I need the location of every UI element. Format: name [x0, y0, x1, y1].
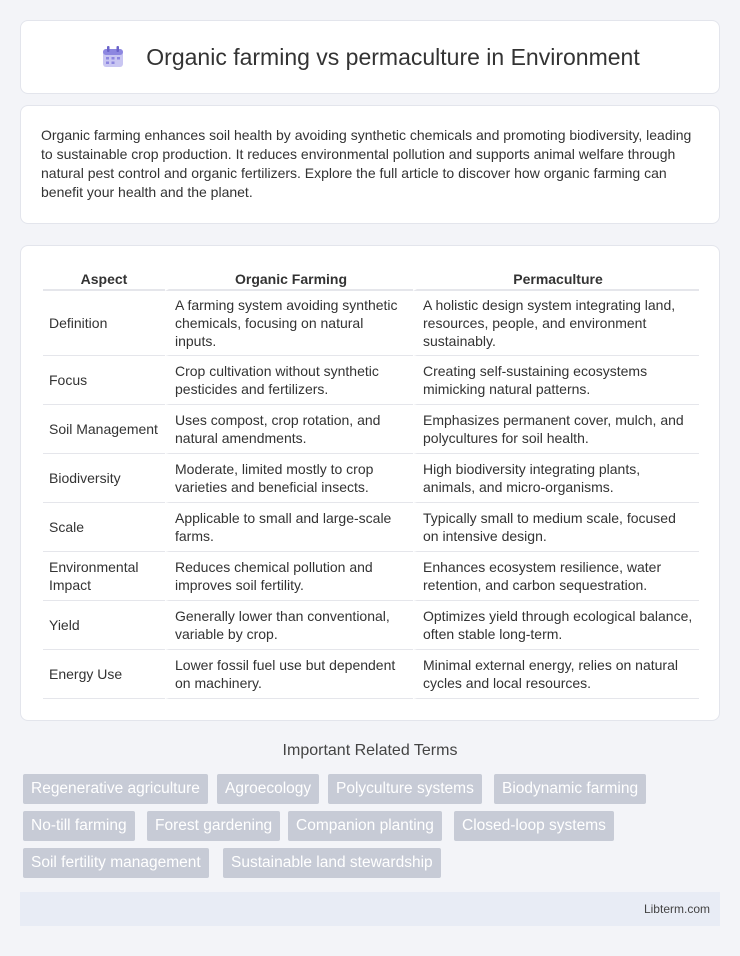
permaculture-cell: Optimizes yield through ecological balance, often stable long-term.	[413, 601, 699, 650]
header-card	[20, 20, 720, 94]
organic-farming-cell: Uses compost, crop rotation, and natural amendments.	[165, 405, 413, 454]
related-term-tag[interactable]: Polyculture systems	[328, 774, 482, 804]
related-term-tag[interactable]: Forest gardening	[147, 811, 280, 841]
permaculture-cell: Emphasizes permanent cover, mulch, and polycultures for soil health.	[413, 405, 699, 454]
calendar-icon	[100, 44, 126, 70]
related-term-tag[interactable]: Sustainable land stewardship	[223, 848, 441, 878]
aspect-cell: Focus	[43, 356, 165, 405]
permaculture-cell: Typically small to medium scale, focused on intensive design.	[413, 503, 699, 552]
organic-farming-cell: Reduces chemical pollution and improves soil fertility.	[165, 552, 413, 601]
footer-site-link[interactable]: Libterm.com	[643, 902, 710, 916]
permaculture-cell: A holistic design system integrating land, resources, people, and environment sustainably.	[413, 291, 699, 356]
organic-farming-cell: Crop cultivation without synthetic pesticides and fertilizers.	[165, 356, 413, 405]
organic-farming-cell: Lower fossil fuel use but dependent on machinery.	[165, 650, 413, 699]
permaculture-cell: Creating self-sustaining ecosystems mimicking natural patterns.	[413, 356, 699, 405]
column-header-permaculture: Permaculture	[413, 264, 699, 291]
column-header-organic-farming: Organic Farming	[165, 264, 413, 291]
related-term-tag[interactable]: Regenerative agriculture	[23, 774, 208, 804]
table-row	[43, 552, 699, 601]
table-row	[43, 454, 699, 503]
table-row	[43, 650, 699, 699]
aspect-cell: Definition	[43, 291, 165, 356]
related-term-tag[interactable]: No-till farming	[23, 811, 135, 841]
table-row	[43, 503, 699, 552]
aspect-cell: Yield	[43, 601, 165, 650]
permaculture-cell: Enhances ecosystem resilience, water retention, and carbon sequestration.	[413, 552, 699, 601]
related-term-tag[interactable]: Soil fertility management	[23, 848, 209, 878]
permaculture-cell: High biodiversity integrating plants, animals, and micro-organisms.	[413, 454, 699, 503]
intro-text: Organic farming enhances soil health by avoiding synthetic chemicals and promoting biodiversity, leading to sustainable crop production. It reduces environmental pollution and supports animal welfare through natural pest control and organic fertilizers. Explore the full article to discover how organic farming can benefit your health and the planet.	[41, 127, 692, 200]
permaculture-cell: Minimal external energy, relies on natural cycles and local resources.	[413, 650, 699, 699]
table-header-row	[43, 264, 699, 291]
table-row	[43, 601, 699, 650]
comparison-table-card	[20, 245, 720, 721]
aspect-cell: Energy Use	[43, 650, 165, 699]
organic-farming-cell: Generally lower than conventional, variable by crop.	[165, 601, 413, 650]
related-term-tag[interactable]: Agroecology	[217, 774, 319, 804]
related-term-tag[interactable]: Biodynamic farming	[494, 774, 646, 804]
table-row	[43, 356, 699, 405]
organic-farming-cell: A farming system avoiding synthetic chemicals, focusing on natural inputs.	[165, 291, 413, 356]
intro-card	[20, 105, 720, 224]
organic-farming-cell: Applicable to small and large-scale farms.	[165, 503, 413, 552]
comparison-table	[43, 264, 699, 699]
aspect-cell: Soil Management	[43, 405, 165, 454]
table-row	[43, 291, 699, 356]
page-title: Organic farming vs permaculture in Environment	[146, 43, 640, 70]
related-term-tag[interactable]: Companion planting	[288, 811, 442, 841]
column-header-aspect: Aspect	[43, 264, 165, 291]
aspect-cell: Scale	[43, 503, 165, 552]
related-term-tag[interactable]: Closed-loop systems	[454, 811, 614, 841]
aspect-cell: Biodiversity	[43, 454, 165, 503]
organic-farming-cell: Moderate, limited mostly to crop varieties and beneficial insects.	[165, 454, 413, 503]
table-row	[43, 405, 699, 454]
related-terms-title: Important Related Terms	[282, 742, 458, 759]
aspect-cell: Environmental Impact	[43, 552, 165, 601]
footer	[20, 892, 720, 926]
